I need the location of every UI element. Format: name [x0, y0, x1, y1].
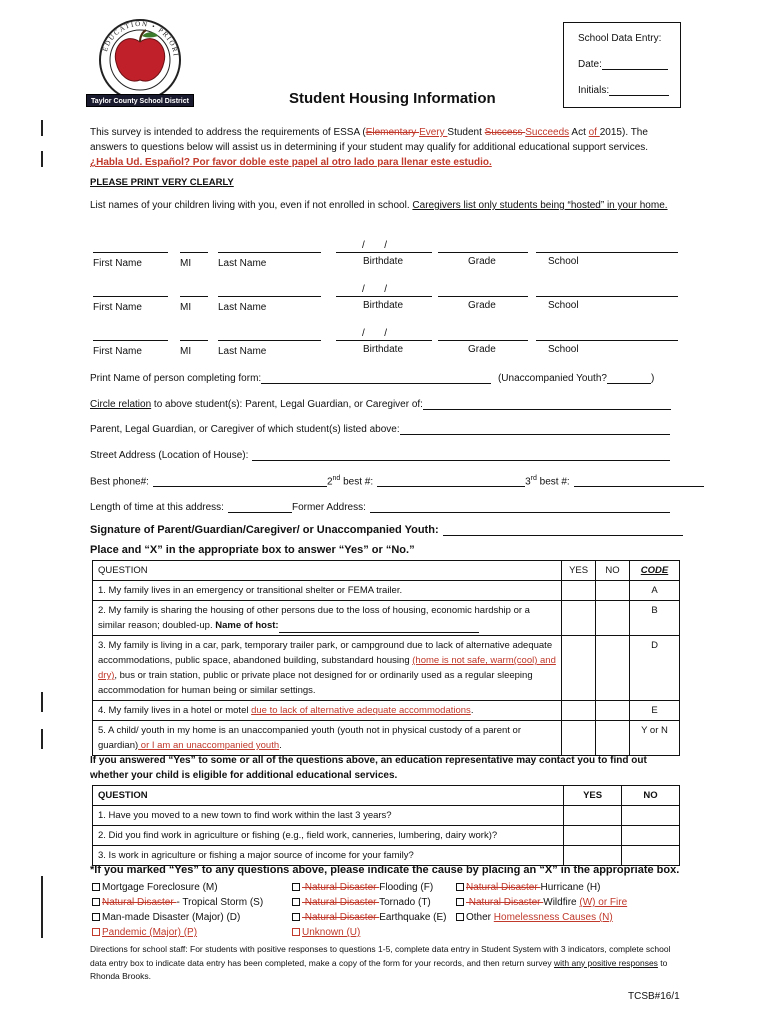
inserted-text: Every	[419, 127, 448, 138]
print-name-row: Print Name of person completing form: (Unaccompanied Youth? )	[90, 373, 655, 384]
first-name-label: First Name	[93, 302, 142, 313]
school-label: School	[548, 256, 579, 267]
checkbox-icon[interactable]	[292, 913, 300, 921]
table-row: 2. Did you find work in agriculture or fishing (e.g., field work, canneries, lumbering, dairy work)?	[93, 826, 680, 846]
first-name-field[interactable]	[93, 340, 168, 341]
checkbox-icon[interactable]	[292, 928, 300, 936]
inserted-text: of	[588, 127, 600, 138]
third-phone-field[interactable]	[574, 486, 704, 487]
no-cell[interactable]	[622, 846, 680, 866]
checkbox-icon[interactable]	[92, 913, 100, 921]
school-data-entry-box	[563, 22, 681, 108]
cause-tropical-storm[interactable]: Natural Disaster - Tropical Storm (S)	[92, 895, 263, 910]
staff-directions: Directions for school staff: For students with positive responses to questions 1-5, complete data entry in Student System with 3 indicators, complete school data entry box to indicate data entry has been completed, make a copy of the form for your records, and then return survey with any positive responses to Rhonda Brooks.	[90, 944, 671, 981]
entry-box-title: School Data Entry:	[578, 33, 662, 44]
no-cell[interactable]	[596, 701, 630, 721]
form-number: TCSB#16/1	[628, 991, 680, 1002]
if-yes-notice: If you answered “Yes” to some or all of the questions above, an education representative may contact you to find out whether your child is eligible for additional educational services.	[90, 755, 647, 781]
no-header: NO	[622, 786, 680, 806]
host-name-field[interactable]	[279, 632, 479, 633]
no-cell[interactable]	[596, 581, 630, 601]
first-name-field[interactable]	[93, 252, 168, 253]
inserted-text: or I am an unaccompanied youth	[138, 740, 280, 751]
former-address-field[interactable]	[370, 512, 670, 513]
intro-paragraph: This survey is intended to address the requirements of ESSA (Elementary Every Student Success Succeeds Act of 2015). The answers to questions below will assist us in determining if your student may qualify for additional educational support services. ¿Habla Ud. Español? Por favor doble este papel al otro lado para llenar este estudio.	[90, 127, 649, 168]
cause-wildfire[interactable]: Natural Disaster Wildfire (W) or Fire	[456, 895, 627, 910]
last-name-field[interactable]	[218, 252, 321, 253]
cause-tornado[interactable]: Natural Disaster Tornado (T)	[292, 895, 431, 910]
revision-bar	[41, 876, 43, 938]
logo-banner	[86, 94, 194, 107]
grade-field[interactable]	[438, 296, 528, 297]
school-field[interactable]	[536, 340, 678, 341]
children-instructions: List names of your children living with you, even if not enrolled in school. Caregivers list only students being “hosted” in your home.	[90, 200, 668, 211]
logo-banner-text: Taylor County School District	[91, 98, 189, 105]
table-row: 5. A child/ youth in my home is an unaccompanied youth (youth not in physical custody of a parent or guardian) or I am an unaccompanied youth. Y or N	[93, 721, 680, 756]
first-name-label: First Name	[93, 258, 142, 269]
spanish-notice: ¿Habla Ud. Español? Por favor doble este papel al otro lado para llenar este estudio.	[90, 157, 492, 168]
deleted-text: Elementary	[365, 127, 420, 138]
yes-cell[interactable]	[564, 826, 622, 846]
mi-field[interactable]	[180, 296, 208, 297]
cause-mortgage[interactable]: Mortgage Foreclosure (M)	[92, 880, 218, 895]
checkbox-icon[interactable]	[292, 898, 300, 906]
birthdate-field[interactable]	[336, 252, 432, 253]
yes-cell[interactable]	[562, 721, 596, 756]
question-header: QUESTION	[93, 786, 564, 806]
housing-questions-table	[92, 560, 680, 756]
no-header: NO	[596, 561, 630, 581]
school-field[interactable]	[536, 252, 678, 253]
birthdate-label: Birthdate	[363, 256, 404, 267]
school-label: School	[548, 300, 579, 311]
school-field[interactable]	[536, 296, 678, 297]
yes-header: YES	[562, 561, 596, 581]
no-cell[interactable]	[596, 636, 630, 701]
table-row: 4. My family lives in a hotel or motel due to lack of alternative adequate accommodations. E	[93, 701, 680, 721]
print-name-field[interactable]	[261, 383, 491, 384]
table-row: 3. Is work in agriculture or fishing a major source of income for your family?	[93, 846, 680, 866]
no-cell[interactable]	[596, 601, 630, 636]
yes-header: YES	[564, 786, 622, 806]
table-row: 3. My family is living in a car, park, temporary trailer park, or campground due to lack of alternative adequate accommodations, public space, abandoned building, substandard housing (home is not safe, warm(cool) and dry), bus or train station, public or private place not designed for or ordinarily used as a regular sleeping accommodation for human being or similar settings. D	[93, 636, 680, 701]
cause-pandemic[interactable]: Pandemic (Major) (P)	[92, 925, 197, 940]
mi-label: MI	[180, 346, 192, 357]
best-phone-field[interactable]	[153, 486, 327, 487]
inserted-text: due to lack of alternative adequate accommodations	[251, 705, 471, 716]
second-phone-field[interactable]	[377, 486, 525, 487]
checkbox-icon[interactable]	[92, 928, 100, 936]
mi-field[interactable]	[180, 340, 208, 341]
table-row: 1. Have you moved to a new town to find work within the last 3 years?	[93, 806, 680, 826]
place-x-instruction: Place and “X” in the appropriate box to answer “Yes” or “No.”	[90, 544, 415, 556]
no-cell[interactable]	[622, 826, 680, 846]
mi-label: MI	[180, 302, 192, 313]
grade-label: Grade	[468, 344, 496, 355]
cause-flooding[interactable]: Natural Disaster Flooding (F)	[292, 880, 433, 895]
yes-cell[interactable]	[562, 581, 596, 601]
checkbox-icon[interactable]	[456, 898, 464, 906]
relation-row: Circle relation to above student(s): Parent, Legal Guardian, or Caregiver of:	[90, 399, 671, 410]
grade-field[interactable]	[438, 340, 528, 341]
table-row: 2. My family is sharing the housing of other persons due to the loss of housing, economic hardship or a similar reason; doubled-up. Name of host: B	[93, 601, 680, 636]
no-cell[interactable]	[596, 721, 630, 756]
grade-label: Grade	[468, 300, 496, 311]
street-row: Street Address (Location of House):	[90, 450, 670, 461]
relation-field[interactable]	[423, 409, 671, 410]
cause-unknown[interactable]: Unknown (U)	[292, 925, 360, 940]
initials-label: Initials:	[578, 85, 610, 96]
yes-cell[interactable]	[562, 636, 596, 701]
deleted-text: Success	[484, 127, 526, 138]
revision-bar	[41, 120, 43, 136]
table-header-row	[93, 561, 680, 581]
birthdate-label: Birthdate	[363, 300, 404, 311]
inserted-text: Succeeds	[525, 127, 570, 138]
revision-bar	[41, 692, 43, 712]
code-header: CODE	[630, 561, 680, 581]
checkbox-icon[interactable]	[92, 898, 100, 906]
signature-row: Signature of Parent/Guardian/Caregiver/ or Unaccompanied Youth:	[90, 524, 683, 536]
length-field[interactable]	[228, 512, 292, 513]
yes-cell[interactable]	[564, 806, 622, 826]
question-header: QUESTION	[93, 561, 562, 581]
grade-label: Grade	[468, 256, 496, 267]
cause-earthquake[interactable]: Natural Disaster Earthquake (E)	[292, 910, 447, 925]
cause-man-made[interactable]: Man-made Disaster (Major) (D)	[92, 910, 240, 925]
revision-bar	[41, 729, 43, 749]
inserted-text: (home is not safe, warm(cool) and dry)	[98, 655, 556, 681]
district-logo	[86, 18, 194, 108]
guardian-field[interactable]	[400, 434, 670, 435]
cause-other[interactable]: Other Homelessness Causes (N)	[456, 910, 613, 925]
table-header-row	[93, 786, 680, 806]
code-cell: B	[630, 601, 680, 636]
code-cell: E	[630, 701, 680, 721]
revision-bar	[41, 151, 43, 167]
last-name-field[interactable]	[218, 296, 321, 297]
code-cell: A	[630, 581, 680, 601]
last-name-label: Last Name	[218, 258, 267, 269]
unaccompanied-field[interactable]	[607, 383, 651, 384]
yes-cell[interactable]	[564, 846, 622, 866]
no-cell[interactable]	[622, 806, 680, 826]
school-label: School	[548, 344, 579, 355]
code-cell: D	[630, 636, 680, 701]
code-cell: Y or N	[630, 721, 680, 756]
birthdate-field[interactable]	[336, 340, 432, 341]
date-label: Date:	[578, 59, 602, 70]
phone-row: Best phone#: 2nd best #: 3rd best #:	[90, 475, 704, 487]
checkbox-icon[interactable]	[92, 883, 100, 891]
last-name-field[interactable]	[218, 340, 321, 341]
page-title: Student Housing Information	[289, 90, 496, 107]
street-field[interactable]	[252, 460, 670, 461]
mi-label: MI	[180, 258, 192, 269]
last-name-label: Last Name	[218, 346, 267, 357]
checkbox-icon[interactable]	[456, 913, 464, 921]
guardian-row: Parent, Legal Guardian, or Caregiver of which student(s) listed above:	[90, 424, 670, 435]
grade-field[interactable]	[438, 252, 528, 253]
signature-field[interactable]	[443, 535, 683, 536]
mi-field[interactable]	[180, 252, 208, 253]
first-name-label: First Name	[93, 346, 142, 357]
print-clearly-heading: PLEASE PRINT VERY CLEARLY	[90, 177, 234, 188]
last-name-label: Last Name	[218, 302, 267, 313]
date-field[interactable]	[602, 69, 668, 70]
checkbox-icon[interactable]	[292, 883, 300, 891]
birthdate-label: Birthdate	[363, 344, 404, 355]
if-marked-notice: *If you marked “Yes” to any questions above, please indicate the cause by placing an “X” in the appropriate box.	[90, 864, 680, 876]
yes-cell[interactable]	[562, 601, 596, 636]
cause-hurricane[interactable]: Natural Disaster Hurricane (H)	[456, 880, 600, 895]
table-row: 1. My family lives in an emergency or transitional shelter or FEMA trailer. A	[93, 581, 680, 601]
birthdate-field[interactable]	[336, 296, 432, 297]
first-name-field[interactable]	[93, 296, 168, 297]
yes-cell[interactable]	[562, 701, 596, 721]
work-questions-table	[92, 785, 680, 866]
logo-ring-text: EDUCATION • PRIORI	[101, 19, 180, 58]
checkbox-icon[interactable]	[456, 883, 464, 891]
initials-field[interactable]	[609, 95, 669, 96]
address-length-row: Length of time at this address: Former Address:	[90, 502, 670, 513]
